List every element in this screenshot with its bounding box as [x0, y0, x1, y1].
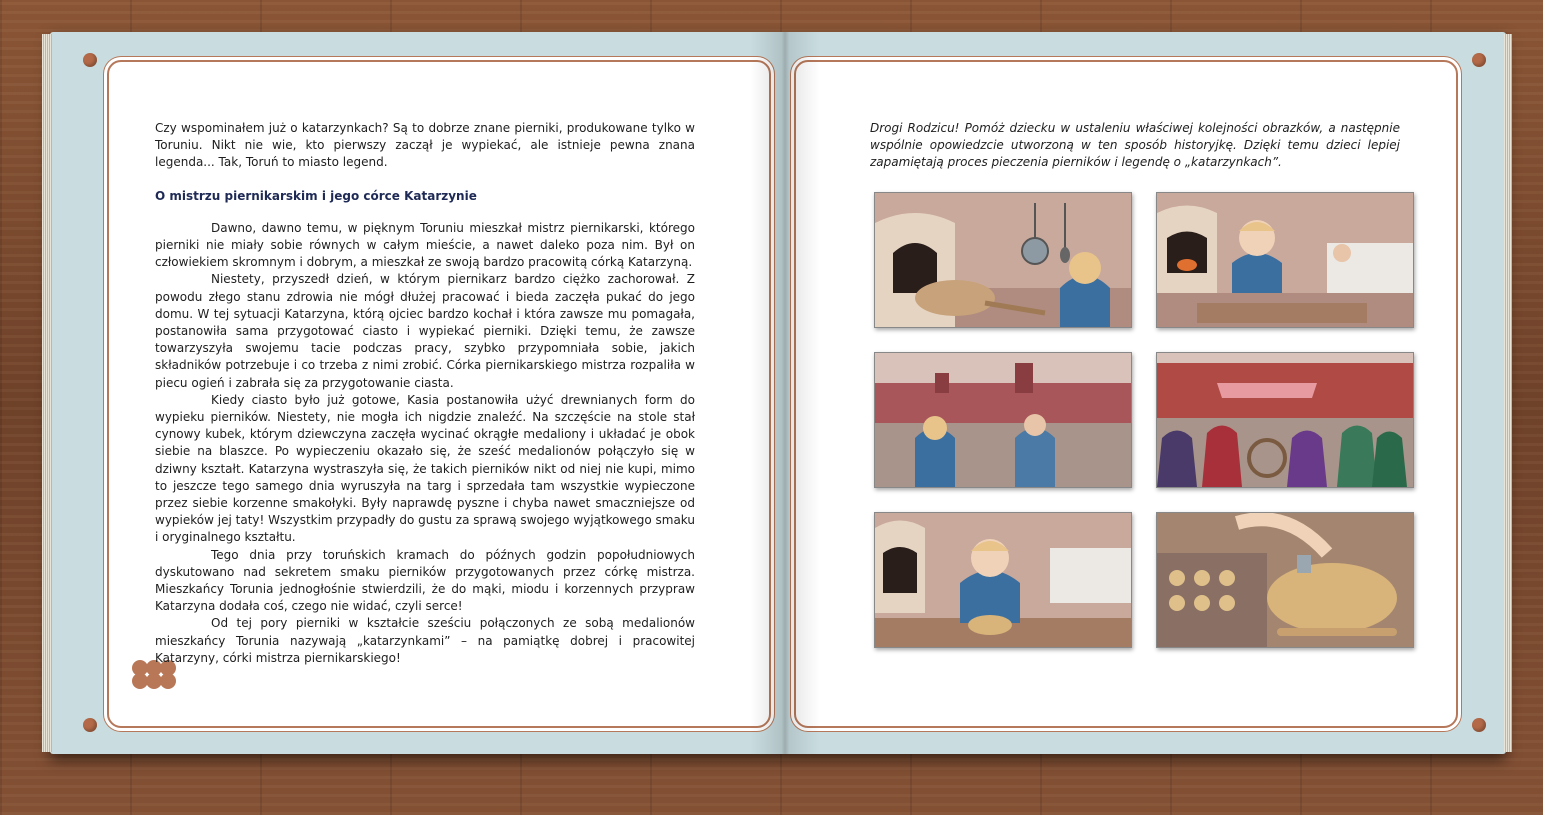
story-paragraph: Kiedy ciasto było już gotowe, Kasia postanowiła użyć drewnianych form do wypieku pierników. Niestety, nie mogła ich nigdzie znaleźć. Na szczęście na stole stał cynowy kubek, którym dziewczyna zaczęła wycinać okrągłe medaliony i układać je obok siebie na blaszce. Po wypieczeniu okazało się, że sześć medalionów połączyło się w dziwny kształt. Katarzyna wystraszyła się, że takich pierników nikt od niej nie kupi, mimo to jeszcze tego samego dnia wyruszyła na targ i sprzedała tam wszystkie wypieczone przez siebie korzenne smakołyki. Były naprawdę pyszne i chyba nawet smaczniejsze od wypieków jej taty! Wszystkim przypadły do gustu za sprawą swojego wyjątkowego smaku i oryginalnego kształtu.	[155, 392, 695, 545]
page-edges-right	[1504, 34, 1512, 752]
story-heading: O mistrzu piernikarskim i jego córce Katarzynie	[155, 188, 477, 203]
corner-dot-icon	[83, 53, 97, 67]
open-book	[50, 32, 1506, 754]
corner-dot-icon	[1472, 53, 1486, 67]
parent-instruction: Drogi Rodzicu! Pomóż dziecku w ustaleniu właściwej kolejności obrazków, a następnie wspólnie opowiedzcie utworzoną w ten sposób historyjkę. Dzięki temu dzieci lepiej zapamiętają proces pieczenia pierników i legendę o „katarzynkach”.	[870, 121, 1400, 170]
page-edges-left	[42, 34, 52, 752]
left-page-text	[155, 120, 695, 667]
corner-dot-icon	[1472, 718, 1486, 732]
story-paragraph: Od tej pory pierniki w kształcie sześciu połączonych ze sobą medalionów mieszkańcy Torunia nazywają „katarzynkami” – na pamiątkę dobrej i pracowitej Katarzyny, córki mistrza piernikarskiego!	[155, 616, 695, 665]
oven-baking-illustration	[874, 192, 1132, 328]
corner-dot-icon	[83, 718, 97, 732]
kneading-dough-illustration	[874, 512, 1132, 648]
sick-father-illustration	[1156, 192, 1414, 328]
story-paragraph: Tego dnia przy toruńskich kramach do późnych godzin popołudniowych dyskutowano nad sekretem smaku pierników przygotowanych przez córkę mistrza. Mieszkańcy Torunia jednogłośnie stwierdzili, że do mąki, miodu i korzennych przypraw Katarzyna dodała coś, czego nie widać, czyli serce!	[155, 547, 695, 614]
town-conversation-illustration	[874, 352, 1132, 488]
intro-paragraph: Czy wspominałem już o katarzynkach? Są to dobrze znane pierniki, produkowane tylko w Toruniu. Nikt nie wie, kto pierwszy zaczął je wypiekać, ale istnieje pewna znana legenda... Tak, Toruń to miasto legend.	[155, 121, 695, 170]
story-paragraph: Niestety, przyszedł dzień, w którym piernikarz bardzo ciężko zachorował. Z powodu złego stanu zdrowia nie mógł dłużej pracować i bieda zaczęła pukać do jego domu. W tej sytuacji Katarzyna, którą ojciec bardzo kochał i która zawsze mu pomagała, postanowiła sama przygotować ciasto i wypiekać pierniki. Dzięki temu, że zawsze towarzyszyła swojemu tacie podczas pracy, szybko przypomniała sobie, jakich składników potrzebuje i co trzeba z nimi zrobić. Córka piernikarskiego mistrza rozpaliła w piecu ogień i zabrała się za przygotowanie ciasta.	[155, 272, 695, 390]
market-stall-illustration	[1156, 352, 1414, 488]
story-paragraph: Dawno, dawno temu, w pięknym Toruniu mieszkał mistrz piernikarski, którego pierniki nie miały sobie równych w całym mieście, a nawet daleko poza nim. Był on człowiekiem skromnym i dobrym, a mieszkał ze swoją bardzo pracowitą córką Katarzyną.	[155, 220, 695, 270]
cutting-cookies-illustration	[1156, 512, 1414, 648]
